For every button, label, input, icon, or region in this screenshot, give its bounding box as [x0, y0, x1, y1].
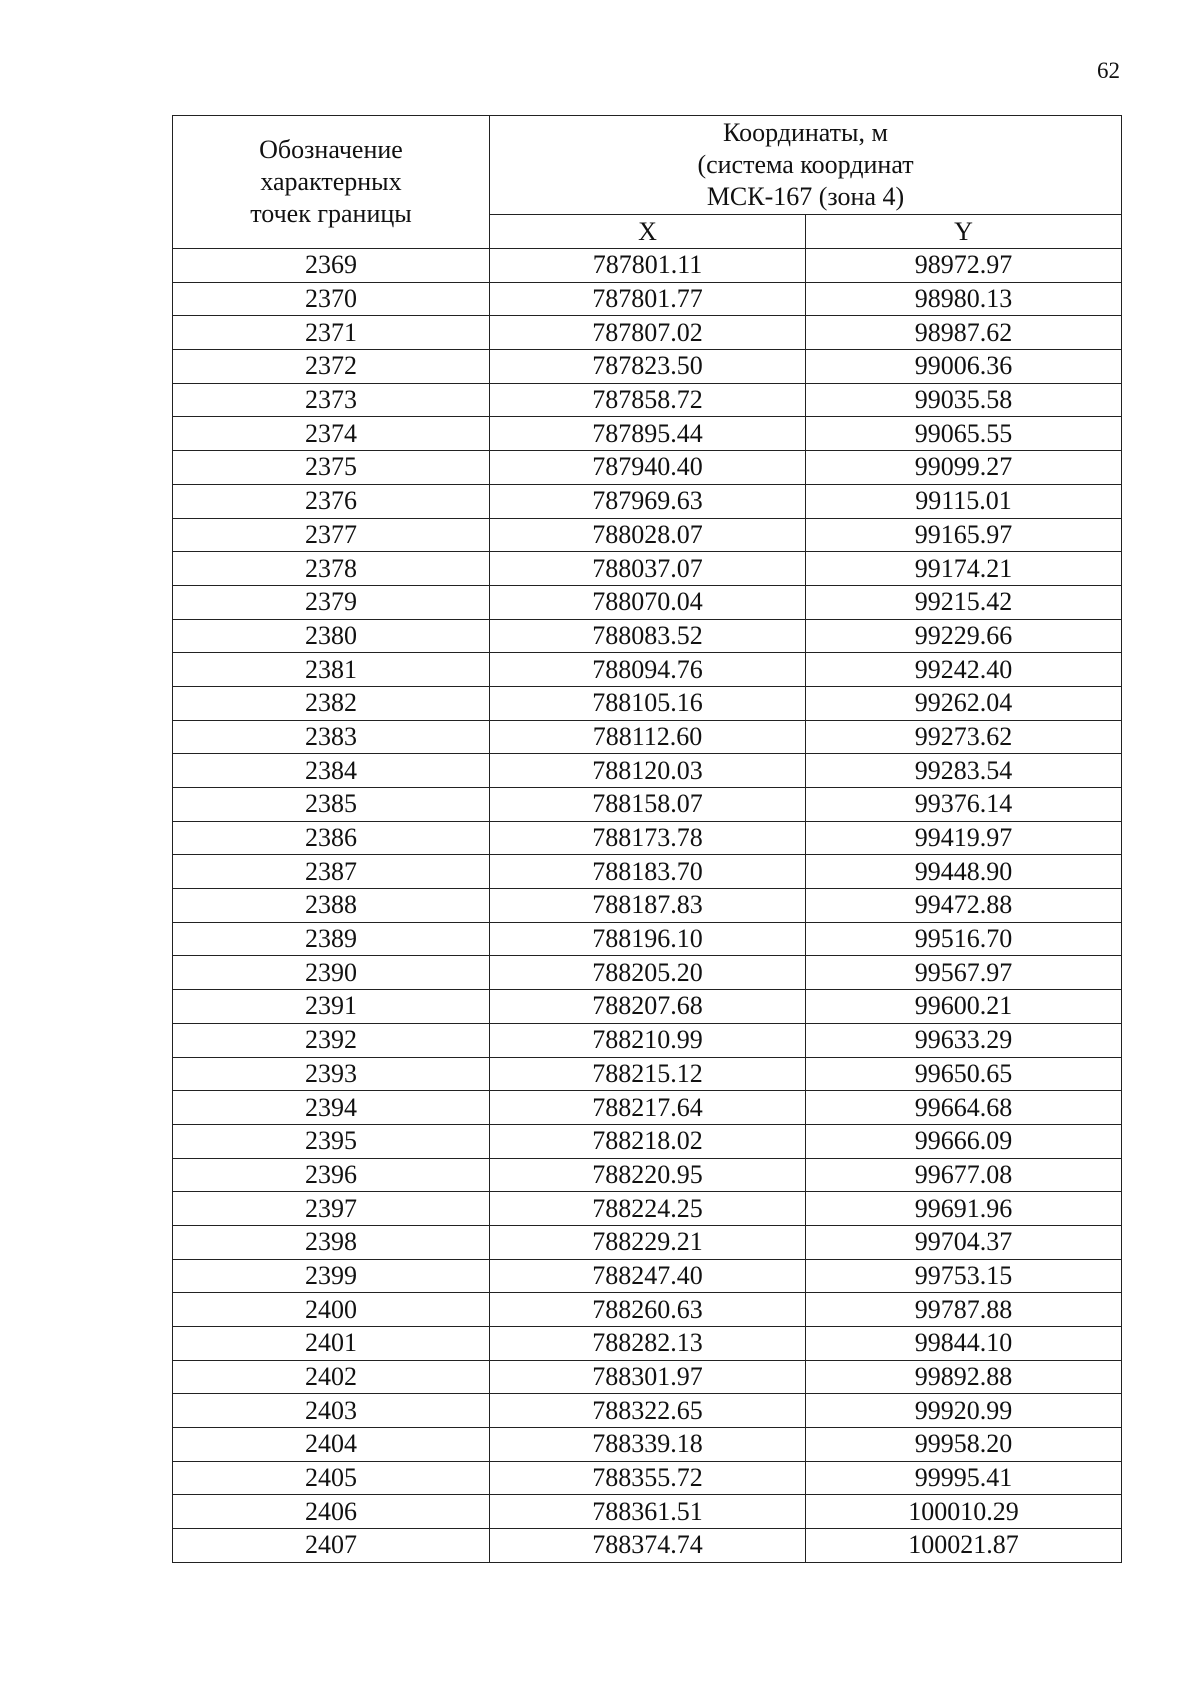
point-cell: 2382: [173, 686, 490, 720]
point-cell: 2395: [173, 1124, 490, 1158]
x-cell: 788112.60: [490, 720, 806, 754]
point-cell: 2370: [173, 282, 490, 316]
y-cell: 99600.21: [806, 990, 1122, 1024]
x-cell: 788083.52: [490, 619, 806, 653]
header-point-label-line: точек границы: [250, 199, 412, 228]
table-row: [173, 383, 1122, 417]
table-row: [173, 1225, 1122, 1259]
point-cell: 2394: [173, 1091, 490, 1125]
x-cell: 788173.78: [490, 821, 806, 855]
table-header: [173, 116, 1122, 249]
y-cell: 99065.55: [806, 417, 1122, 451]
x-cell: 788158.07: [490, 788, 806, 822]
y-cell: 99995.41: [806, 1461, 1122, 1495]
table-row: [173, 1124, 1122, 1158]
y-cell: 99229.66: [806, 619, 1122, 653]
x-cell: 788374.74: [490, 1529, 806, 1563]
table-row: [173, 1327, 1122, 1361]
table-row: [173, 249, 1122, 283]
x-cell: 788355.72: [490, 1461, 806, 1495]
x-cell: 788105.16: [490, 686, 806, 720]
table-row: [173, 1259, 1122, 1293]
point-cell: 2400: [173, 1293, 490, 1327]
table-row: [173, 1057, 1122, 1091]
point-cell: 2401: [173, 1327, 490, 1361]
table-row: [173, 1091, 1122, 1125]
y-cell: 98987.62: [806, 316, 1122, 350]
y-cell: 99650.65: [806, 1057, 1122, 1091]
point-cell: 2403: [173, 1394, 490, 1428]
table-row: [173, 922, 1122, 956]
y-cell: 99516.70: [806, 922, 1122, 956]
point-cell: 2398: [173, 1225, 490, 1259]
point-cell: 2374: [173, 417, 490, 451]
y-cell: 99273.62: [806, 720, 1122, 754]
table-row: [173, 1394, 1122, 1428]
point-cell: 2390: [173, 956, 490, 990]
x-cell: 788205.20: [490, 956, 806, 990]
x-cell: 788094.76: [490, 653, 806, 687]
y-cell: 100021.87: [806, 1529, 1122, 1563]
y-cell: 99099.27: [806, 451, 1122, 485]
point-cell: 2393: [173, 1057, 490, 1091]
header-x: X: [490, 215, 806, 249]
point-cell: 2384: [173, 754, 490, 788]
point-cell: 2402: [173, 1360, 490, 1394]
y-cell: 100010.29: [806, 1495, 1122, 1529]
point-cell: 2375: [173, 451, 490, 485]
x-cell: 788215.12: [490, 1057, 806, 1091]
y-cell: 99215.42: [806, 585, 1122, 619]
point-cell: 2369: [173, 249, 490, 283]
x-cell: 788282.13: [490, 1327, 806, 1361]
point-cell: 2399: [173, 1259, 490, 1293]
x-cell: 788187.83: [490, 889, 806, 923]
table-row: [173, 788, 1122, 822]
y-cell: 98972.97: [806, 249, 1122, 283]
header-coordinates-line: (система координат: [697, 150, 914, 179]
y-cell: 99567.97: [806, 956, 1122, 990]
x-cell: 788183.70: [490, 855, 806, 889]
page-number: 62: [1097, 58, 1120, 83]
point-cell: 2389: [173, 922, 490, 956]
y-cell: 99165.97: [806, 518, 1122, 552]
x-cell: 788339.18: [490, 1428, 806, 1462]
point-cell: 2381: [173, 653, 490, 687]
table-row: [173, 720, 1122, 754]
table-row: [173, 282, 1122, 316]
y-cell: 99844.10: [806, 1327, 1122, 1361]
header-point-label: [173, 116, 490, 249]
y-cell: 99472.88: [806, 889, 1122, 923]
x-cell: 788361.51: [490, 1495, 806, 1529]
y-cell: 99174.21: [806, 552, 1122, 586]
x-cell: 788210.99: [490, 1023, 806, 1057]
point-cell: 2376: [173, 484, 490, 518]
header-row-top: [173, 116, 1122, 215]
table-row: [173, 1192, 1122, 1226]
x-cell: 787969.63: [490, 484, 806, 518]
y-cell: 99753.15: [806, 1259, 1122, 1293]
x-cell: 787801.77: [490, 282, 806, 316]
point-cell: 2388: [173, 889, 490, 923]
header-coordinates-line: Координаты, м: [723, 118, 888, 147]
x-cell: 787940.40: [490, 451, 806, 485]
table-body: [173, 249, 1122, 1563]
point-cell: 2386: [173, 821, 490, 855]
point-cell: 2379: [173, 585, 490, 619]
table-row: [173, 686, 1122, 720]
x-cell: 787807.02: [490, 316, 806, 350]
table-row: [173, 1023, 1122, 1057]
table-row: [173, 1461, 1122, 1495]
point-cell: 2373: [173, 383, 490, 417]
y-cell: 99664.68: [806, 1091, 1122, 1125]
table-row: [173, 585, 1122, 619]
y-cell: 99892.88: [806, 1360, 1122, 1394]
table-row: [173, 619, 1122, 653]
x-cell: 788207.68: [490, 990, 806, 1024]
x-cell: 788028.07: [490, 518, 806, 552]
x-cell: 787858.72: [490, 383, 806, 417]
table-row: [173, 552, 1122, 586]
point-cell: 2372: [173, 350, 490, 384]
table-row: [173, 956, 1122, 990]
point-cell: 2396: [173, 1158, 490, 1192]
table-row: [173, 889, 1122, 923]
y-cell: 99787.88: [806, 1293, 1122, 1327]
y-cell: 99704.37: [806, 1225, 1122, 1259]
point-cell: 2380: [173, 619, 490, 653]
y-cell: 99035.58: [806, 383, 1122, 417]
x-cell: 788301.97: [490, 1360, 806, 1394]
y-cell: 98980.13: [806, 282, 1122, 316]
x-cell: 788224.25: [490, 1192, 806, 1226]
point-cell: 2371: [173, 316, 490, 350]
table-row: [173, 1495, 1122, 1529]
y-cell: 99283.54: [806, 754, 1122, 788]
point-cell: 2405: [173, 1461, 490, 1495]
point-cell: 2377: [173, 518, 490, 552]
x-cell: 787823.50: [490, 350, 806, 384]
point-cell: 2383: [173, 720, 490, 754]
table-row: [173, 518, 1122, 552]
table-row: [173, 855, 1122, 889]
table-row: [173, 754, 1122, 788]
table-row: [173, 417, 1122, 451]
x-cell: 787801.11: [490, 249, 806, 283]
header-coordinates-group: [490, 116, 1122, 215]
table-row: [173, 1293, 1122, 1327]
y-cell: 99666.09: [806, 1124, 1122, 1158]
x-cell: 788120.03: [490, 754, 806, 788]
x-cell: 788037.07: [490, 552, 806, 586]
table-row: [173, 821, 1122, 855]
y-cell: 99633.29: [806, 1023, 1122, 1057]
y-cell: 99262.04: [806, 686, 1122, 720]
point-cell: 2385: [173, 788, 490, 822]
x-cell: 788070.04: [490, 585, 806, 619]
header-coordinates-line: МСК-167 (зона 4): [706, 182, 905, 211]
point-cell: 2387: [173, 855, 490, 889]
table-row: [173, 1360, 1122, 1394]
point-cell: 2407: [173, 1529, 490, 1563]
header-point-label-line: Обозначение: [259, 135, 403, 164]
table-row: [173, 1158, 1122, 1192]
y-cell: 99448.90: [806, 855, 1122, 889]
table-row: [173, 350, 1122, 384]
header-point-label-line: характерных: [260, 167, 402, 196]
point-cell: 2406: [173, 1495, 490, 1529]
table-row: [173, 316, 1122, 350]
point-cell: 2397: [173, 1192, 490, 1226]
x-cell: 788220.95: [490, 1158, 806, 1192]
table-row: [173, 990, 1122, 1024]
y-cell: 99920.99: [806, 1394, 1122, 1428]
point-cell: 2378: [173, 552, 490, 586]
x-cell: 787895.44: [490, 417, 806, 451]
x-cell: 788229.21: [490, 1225, 806, 1259]
point-cell: 2391: [173, 990, 490, 1024]
y-cell: 99419.97: [806, 821, 1122, 855]
y-cell: 99691.96: [806, 1192, 1122, 1226]
y-cell: 99006.36: [806, 350, 1122, 384]
y-cell: 99376.14: [806, 788, 1122, 822]
table-row: [173, 484, 1122, 518]
point-cell: 2392: [173, 1023, 490, 1057]
x-cell: 788217.64: [490, 1091, 806, 1125]
x-cell: 788218.02: [490, 1124, 806, 1158]
y-cell: 99115.01: [806, 484, 1122, 518]
x-cell: 788260.63: [490, 1293, 806, 1327]
coordinates-table: [172, 115, 1122, 1563]
x-cell: 788196.10: [490, 922, 806, 956]
y-cell: 99958.20: [806, 1428, 1122, 1462]
y-cell: 99677.08: [806, 1158, 1122, 1192]
x-cell: 788322.65: [490, 1394, 806, 1428]
y-cell: 99242.40: [806, 653, 1122, 687]
x-cell: 788247.40: [490, 1259, 806, 1293]
table-row: [173, 1529, 1122, 1563]
table-row: [173, 451, 1122, 485]
point-cell: 2404: [173, 1428, 490, 1462]
table-row: [173, 1428, 1122, 1462]
table-row: [173, 653, 1122, 687]
header-y: Y: [806, 215, 1122, 249]
